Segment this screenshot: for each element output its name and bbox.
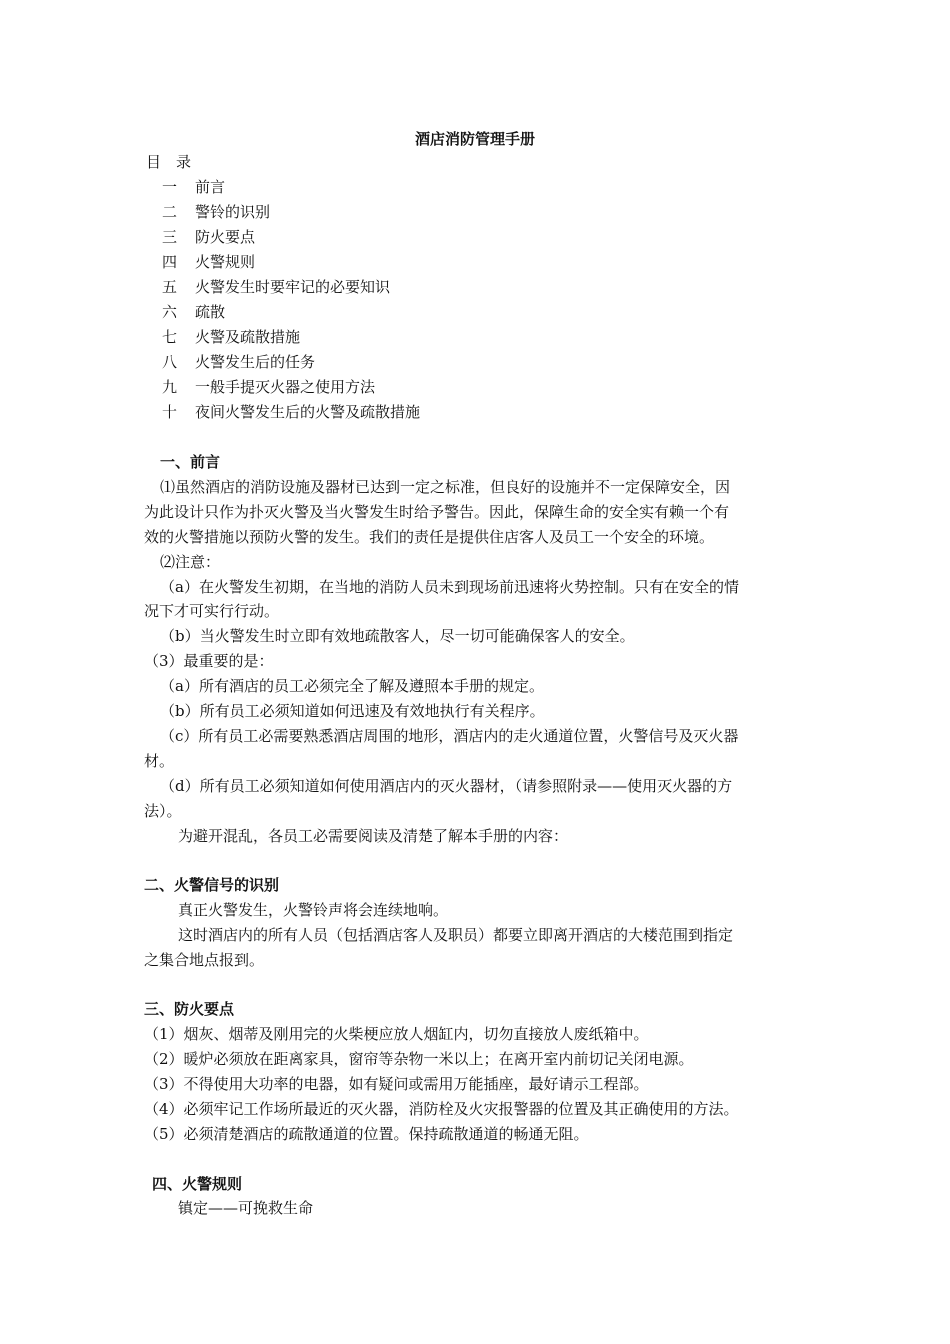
toc-item-number: 五 <box>162 278 178 296</box>
paragraph-line: （d）所有员工必须知道如何使用酒店内的灭火器材，（请参照附录——使用灭火器的方 <box>160 777 733 795</box>
paragraph-line: 之集合地点报到。 <box>144 951 265 969</box>
toc-item-text: 火警及疏散措施 <box>195 328 301 346</box>
toc-heading: 目 录 <box>146 153 192 171</box>
paragraph-line: （a）在火警发生初期，在当地的消防人员未到现场前迅速将火势控制。只有在安全的情 <box>160 578 739 596</box>
toc-item-number: 三 <box>162 228 178 246</box>
toc-item-text: 火警发生时要牢记的必要知识 <box>195 278 391 296</box>
list-item: （5）必须清楚酒店的疏散通道的位置。保持疏散通道的畅通无阻。 <box>144 1125 589 1143</box>
toc-item-text: 一般手提灭火器之使用方法 <box>195 378 376 396</box>
list-item: （4）必须牢记工作场所最近的灭火器，消防栓及火灾报警器的位置及其正确使用的方法。 <box>144 1100 739 1118</box>
toc-item-number: 六 <box>162 303 178 321</box>
paragraph-line: 法）。 <box>144 802 182 820</box>
paragraph-line: （a）所有酒店的员工必须完全了解及遵照本手册的规定。 <box>160 677 544 695</box>
toc-item-text: 疏散 <box>195 303 226 321</box>
paragraph-line: 为此设计只作为扑灭火警及当火警发生时给予警告。因此，保障生命的安全实有赖一个有 <box>144 503 730 521</box>
paragraph-line: 这时酒店内的所有人员（包括酒店客人及职员）都要立即离开酒店的大楼范围到指定 <box>178 926 734 944</box>
toc-item-text: 警铃的识别 <box>195 203 271 221</box>
section-heading: 四、火警规则 <box>152 1175 243 1193</box>
list-item: （3）不得使用大功率的电器，如有疑问或需用万能插座，最好请示工程部。 <box>144 1075 649 1093</box>
list-item: （2）暖炉必须放在距离家具，窗帘等杂物一米以上；在离开室内前切记关闭电源。 <box>144 1050 694 1068</box>
toc-item-number: 八 <box>162 353 178 371</box>
toc-item-number: 十 <box>162 403 178 421</box>
toc-item-number: 四 <box>162 253 178 271</box>
list-item: （1）烟灰、烟蒂及刚用完的火柴梗应放人烟缸内，切勿直接放人废纸箱中。 <box>144 1025 649 1043</box>
paragraph-line: （b）所有员工必须知道如何迅速及有效地执行有关程序。 <box>160 702 545 720</box>
toc-item-number: 九 <box>162 378 178 396</box>
paragraph-line: 镇定——可挽救生命 <box>178 1199 314 1217</box>
toc-item-number: 二 <box>162 203 178 221</box>
paragraph-line: 效的火警措施以预防火警的发生。我们的责任是提供住店客人及员工一个安全的环境。 <box>144 528 715 546</box>
paragraph-line: ⑴虽然酒店的消防设施及器材已达到一定之标准，但良好的设施并不一定保障安全，因 <box>160 478 731 496</box>
section-heading: 一、前言 <box>160 453 221 471</box>
section-heading: 二、火警信号的识别 <box>144 876 280 894</box>
section-heading: 三、防火要点 <box>144 1000 235 1018</box>
toc-item-number: 七 <box>162 328 178 346</box>
paragraph-line: 为避开混乱，各员工必需要阅读及清楚了解本手册的内容： <box>178 827 569 845</box>
toc-item-text: 前言 <box>195 178 226 196</box>
paragraph-line: 材。 <box>144 752 175 770</box>
toc-item-text: 防火要点 <box>195 228 256 246</box>
paragraph-line: （b）当火警发生时立即有效地疏散客人，尽一切可能确保客人的安全。 <box>160 627 635 645</box>
document-title: 酒店消防管理手册 <box>414 130 535 148</box>
paragraph-line: ⑵注意： <box>160 553 221 571</box>
paragraph-line: 况下才可实行行动。 <box>144 602 280 620</box>
paragraph-line: （c）所有员工必需要熟悉酒店周围的地形，酒店内的走火通道位置，火警信号及灭火器 <box>160 727 739 745</box>
paragraph-line: （3）最重要的是： <box>144 652 274 670</box>
paragraph-line: 真正火警发生，火警铃声将会连续地响。 <box>178 901 449 919</box>
toc-item-number: 一 <box>162 178 178 196</box>
toc-item-text: 火警发生后的任务 <box>195 353 316 371</box>
toc-item-text: 夜间火警发生后的火警及疏散措施 <box>195 403 421 421</box>
toc-item-text: 火警规则 <box>195 253 256 271</box>
